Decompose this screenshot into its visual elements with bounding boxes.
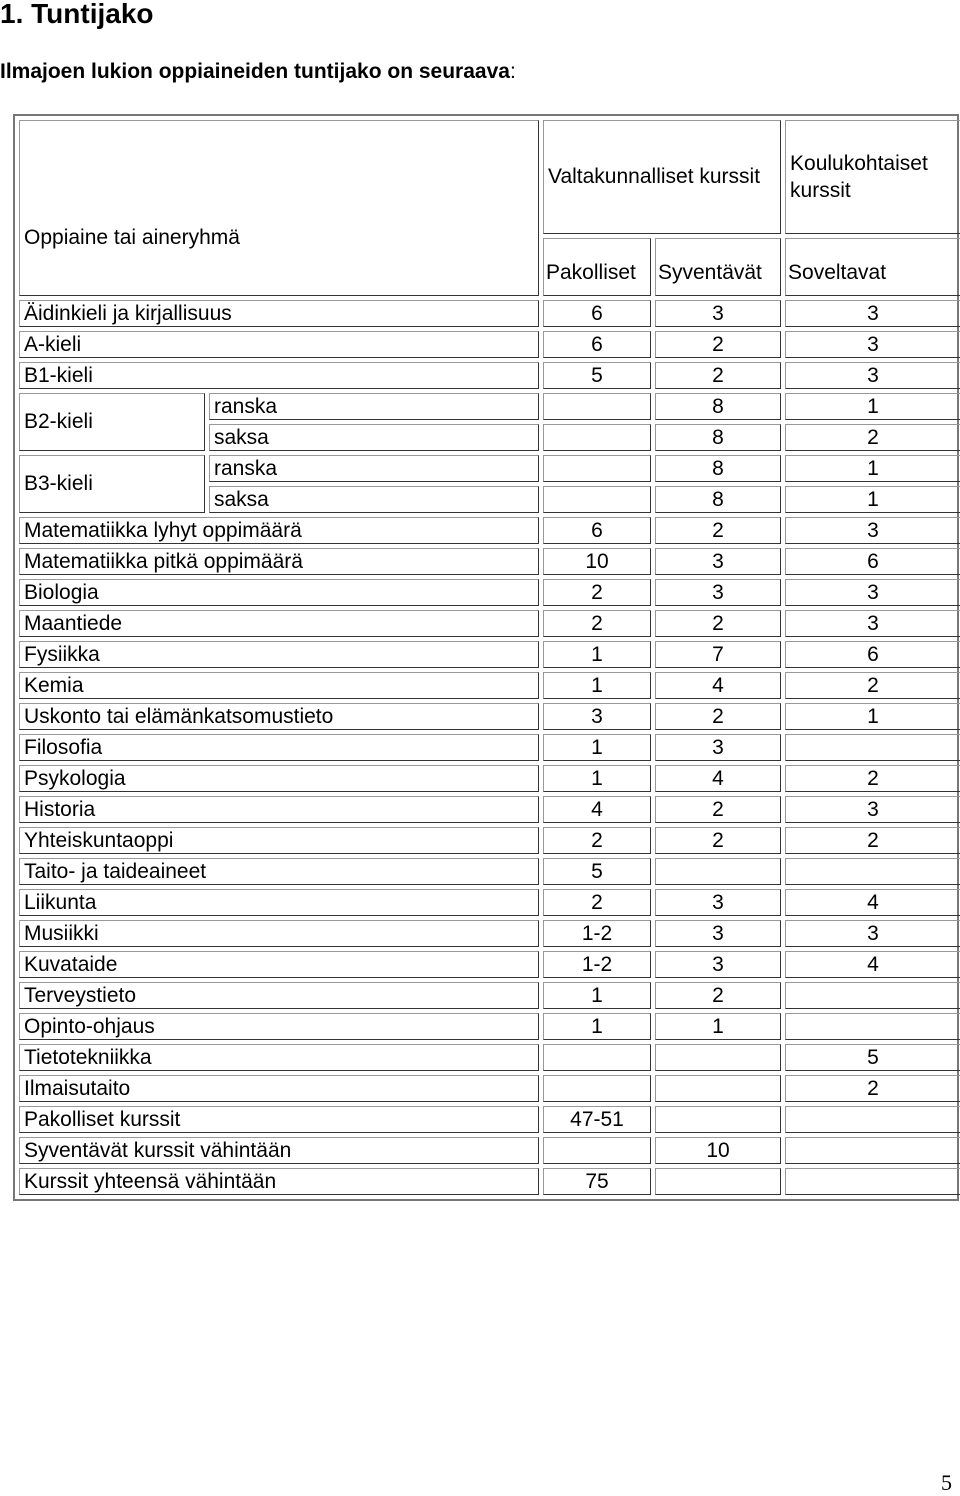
mandatory-cell: 1 (543, 1013, 651, 1040)
applied-cell: 1 (785, 393, 960, 420)
applied-cell (785, 858, 960, 885)
applied-cell: 3 (785, 362, 960, 389)
table-row (19, 579, 960, 606)
applied-cell: 3 (785, 331, 960, 358)
table-row (19, 548, 960, 575)
applied-cell: 3 (785, 796, 960, 823)
applied-cell: 2 (785, 765, 960, 792)
advanced-cell: 8 (655, 486, 781, 513)
applied-cell: 5 (785, 1044, 960, 1071)
advanced-cell: 3 (655, 951, 781, 978)
mandatory-cell: 5 (543, 362, 651, 389)
sub-subject-cell: ranska (209, 455, 539, 482)
mandatory-cell: 1 (543, 734, 651, 761)
applied-cell (785, 734, 960, 761)
table-row (19, 796, 960, 823)
header-school: Koulukohtaiset kurssit (785, 120, 960, 234)
applied-cell: 2 (785, 424, 960, 451)
subject-cell: Ilmaisutaito (19, 1075, 539, 1102)
mandatory-cell: 75 (543, 1168, 651, 1195)
mandatory-cell: 4 (543, 796, 651, 823)
table-row (19, 672, 960, 699)
applied-cell: 2 (785, 1075, 960, 1102)
advanced-cell (655, 1044, 781, 1071)
advanced-cell: 8 (655, 455, 781, 482)
header-advanced: Syventävät (655, 238, 781, 296)
mandatory-cell: 3 (543, 703, 651, 730)
table-row (19, 1168, 960, 1195)
advanced-cell: 2 (655, 796, 781, 823)
subject-cell: Opinto-ohjaus (19, 1013, 539, 1040)
table-row (19, 951, 960, 978)
advanced-cell: 2 (655, 362, 781, 389)
mandatory-cell: 1 (543, 982, 651, 1009)
advanced-cell: 4 (655, 765, 781, 792)
mandatory-cell: 2 (543, 579, 651, 606)
course-table-frame (13, 114, 959, 1201)
table-row (19, 827, 960, 854)
subject-cell: Biologia (19, 579, 539, 606)
sub-subject-cell: saksa (209, 486, 539, 513)
header-mandatory: Pakolliset (543, 238, 651, 296)
advanced-cell (655, 1075, 781, 1102)
applied-cell: 4 (785, 951, 960, 978)
table-row (19, 300, 960, 327)
subject-cell: Tietotekniikka (19, 1044, 539, 1071)
table-row (19, 641, 960, 668)
mandatory-cell: 10 (543, 548, 651, 575)
applied-cell (785, 1137, 960, 1164)
table-row (19, 734, 960, 761)
mandatory-cell: 6 (543, 517, 651, 544)
applied-cell: 1 (785, 486, 960, 513)
advanced-cell: 2 (655, 517, 781, 544)
advanced-cell: 3 (655, 889, 781, 916)
subject-cell: Fysiikka (19, 641, 539, 668)
table-row (19, 610, 960, 637)
course-table (15, 116, 960, 1199)
sub-subject-cell: saksa (209, 424, 539, 451)
advanced-cell: 7 (655, 641, 781, 668)
table-row (19, 765, 960, 792)
advanced-cell: 10 (655, 1137, 781, 1164)
subject-cell: Taito- ja taideaineet (19, 858, 539, 885)
mandatory-cell (543, 1044, 651, 1071)
table-row (19, 1044, 960, 1071)
applied-cell (785, 1168, 960, 1195)
table-row (19, 1013, 960, 1040)
page-number: 5 (941, 1470, 952, 1495)
table-row (19, 858, 960, 885)
subject-cell: Maantiede (19, 610, 539, 637)
header-applied: Soveltavat (785, 238, 960, 296)
advanced-cell: 2 (655, 610, 781, 637)
applied-cell (785, 1106, 960, 1133)
mandatory-cell: 47-51 (543, 1106, 651, 1133)
mandatory-cell (543, 1137, 651, 1164)
header-national: Valtakunnalliset kurssit (543, 120, 781, 234)
advanced-cell: 1 (655, 1013, 781, 1040)
mandatory-cell: 1 (543, 765, 651, 792)
mandatory-cell: 2 (543, 889, 651, 916)
advanced-cell: 3 (655, 548, 781, 575)
applied-cell (785, 1013, 960, 1040)
table-row (19, 920, 960, 947)
header-subject: Oppiaine tai aineryhmä (19, 120, 539, 296)
table-row (19, 1137, 960, 1164)
applied-cell: 3 (785, 920, 960, 947)
subject-cell: Liikunta (19, 889, 539, 916)
mandatory-cell: 1 (543, 672, 651, 699)
applied-cell: 1 (785, 455, 960, 482)
advanced-cell: 3 (655, 920, 781, 947)
advanced-cell (655, 1168, 781, 1195)
applied-cell: 4 (785, 889, 960, 916)
advanced-cell: 8 (655, 393, 781, 420)
advanced-cell: 2 (655, 982, 781, 1009)
applied-cell: 2 (785, 827, 960, 854)
applied-cell: 6 (785, 548, 960, 575)
mandatory-cell: 1 (543, 641, 651, 668)
advanced-cell: 2 (655, 331, 781, 358)
advanced-cell: 4 (655, 672, 781, 699)
mandatory-cell (543, 455, 651, 482)
advanced-cell: 2 (655, 703, 781, 730)
table-row (19, 1106, 960, 1133)
subject-cell: Äidinkieli ja kirjallisuus (19, 300, 539, 327)
subject-cell: Kemia (19, 672, 539, 699)
subject-cell: Uskonto tai elämänkatsomustieto (19, 703, 539, 730)
subject-cell: Kuvataide (19, 951, 539, 978)
applied-cell: 3 (785, 610, 960, 637)
applied-cell: 3 (785, 579, 960, 606)
header-row-top (19, 120, 960, 234)
advanced-cell: 3 (655, 579, 781, 606)
advanced-cell (655, 1106, 781, 1133)
subject-cell: Syventävät kurssit vähintään (19, 1137, 539, 1164)
subject-cell: Matematiikka pitkä oppimäärä (19, 548, 539, 575)
mandatory-cell: 5 (543, 858, 651, 885)
subject-cell: Pakolliset kurssit (19, 1106, 539, 1133)
mandatory-cell: 6 (543, 300, 651, 327)
mandatory-cell (543, 486, 651, 513)
group-cell: B2-kieli (19, 393, 205, 451)
applied-cell: 2 (785, 672, 960, 699)
applied-cell (785, 982, 960, 1009)
table-row (19, 1075, 960, 1102)
applied-cell: 3 (785, 300, 960, 327)
subject-cell: Musiikki (19, 920, 539, 947)
mandatory-cell: 1-2 (543, 951, 651, 978)
table-row (19, 331, 960, 358)
mandatory-cell (543, 393, 651, 420)
advanced-cell: 2 (655, 827, 781, 854)
subject-cell: Yhteiskuntaoppi (19, 827, 539, 854)
intro-colon: : (509, 60, 516, 83)
advanced-cell: 3 (655, 734, 781, 761)
advanced-cell: 3 (655, 300, 781, 327)
advanced-cell (655, 858, 781, 885)
applied-cell: 1 (785, 703, 960, 730)
mandatory-cell (543, 1075, 651, 1102)
subject-cell: Kurssit yhteensä vähintään (19, 1168, 539, 1195)
table-row (19, 393, 960, 420)
intro-bold: Ilmajoen lukion oppiaineiden tuntijako on seuraava (0, 60, 510, 83)
table-row (19, 517, 960, 544)
applied-cell: 6 (785, 641, 960, 668)
page-title: 1. Tuntijako (0, 0, 154, 29)
subject-cell: A-kieli (19, 331, 539, 358)
table-row (19, 455, 960, 482)
mandatory-cell: 1-2 (543, 920, 651, 947)
mandatory-cell: 2 (543, 610, 651, 637)
subject-cell: Psykologia (19, 765, 539, 792)
table-row (19, 889, 960, 916)
subject-cell: Historia (19, 796, 539, 823)
intro-text (0, 58, 516, 86)
table-row (19, 703, 960, 730)
table-row (19, 362, 960, 389)
subject-cell: Filosofia (19, 734, 539, 761)
advanced-cell: 8 (655, 424, 781, 451)
subject-cell: Terveystieto (19, 982, 539, 1009)
group-cell: B3-kieli (19, 455, 205, 513)
sub-subject-cell: ranska (209, 393, 539, 420)
applied-cell: 3 (785, 517, 960, 544)
mandatory-cell (543, 424, 651, 451)
table-row (19, 982, 960, 1009)
subject-cell: B1-kieli (19, 362, 539, 389)
course-table-body (19, 120, 960, 1195)
mandatory-cell: 2 (543, 827, 651, 854)
mandatory-cell: 6 (543, 331, 651, 358)
subject-cell: Matematiikka lyhyt oppimäärä (19, 517, 539, 544)
